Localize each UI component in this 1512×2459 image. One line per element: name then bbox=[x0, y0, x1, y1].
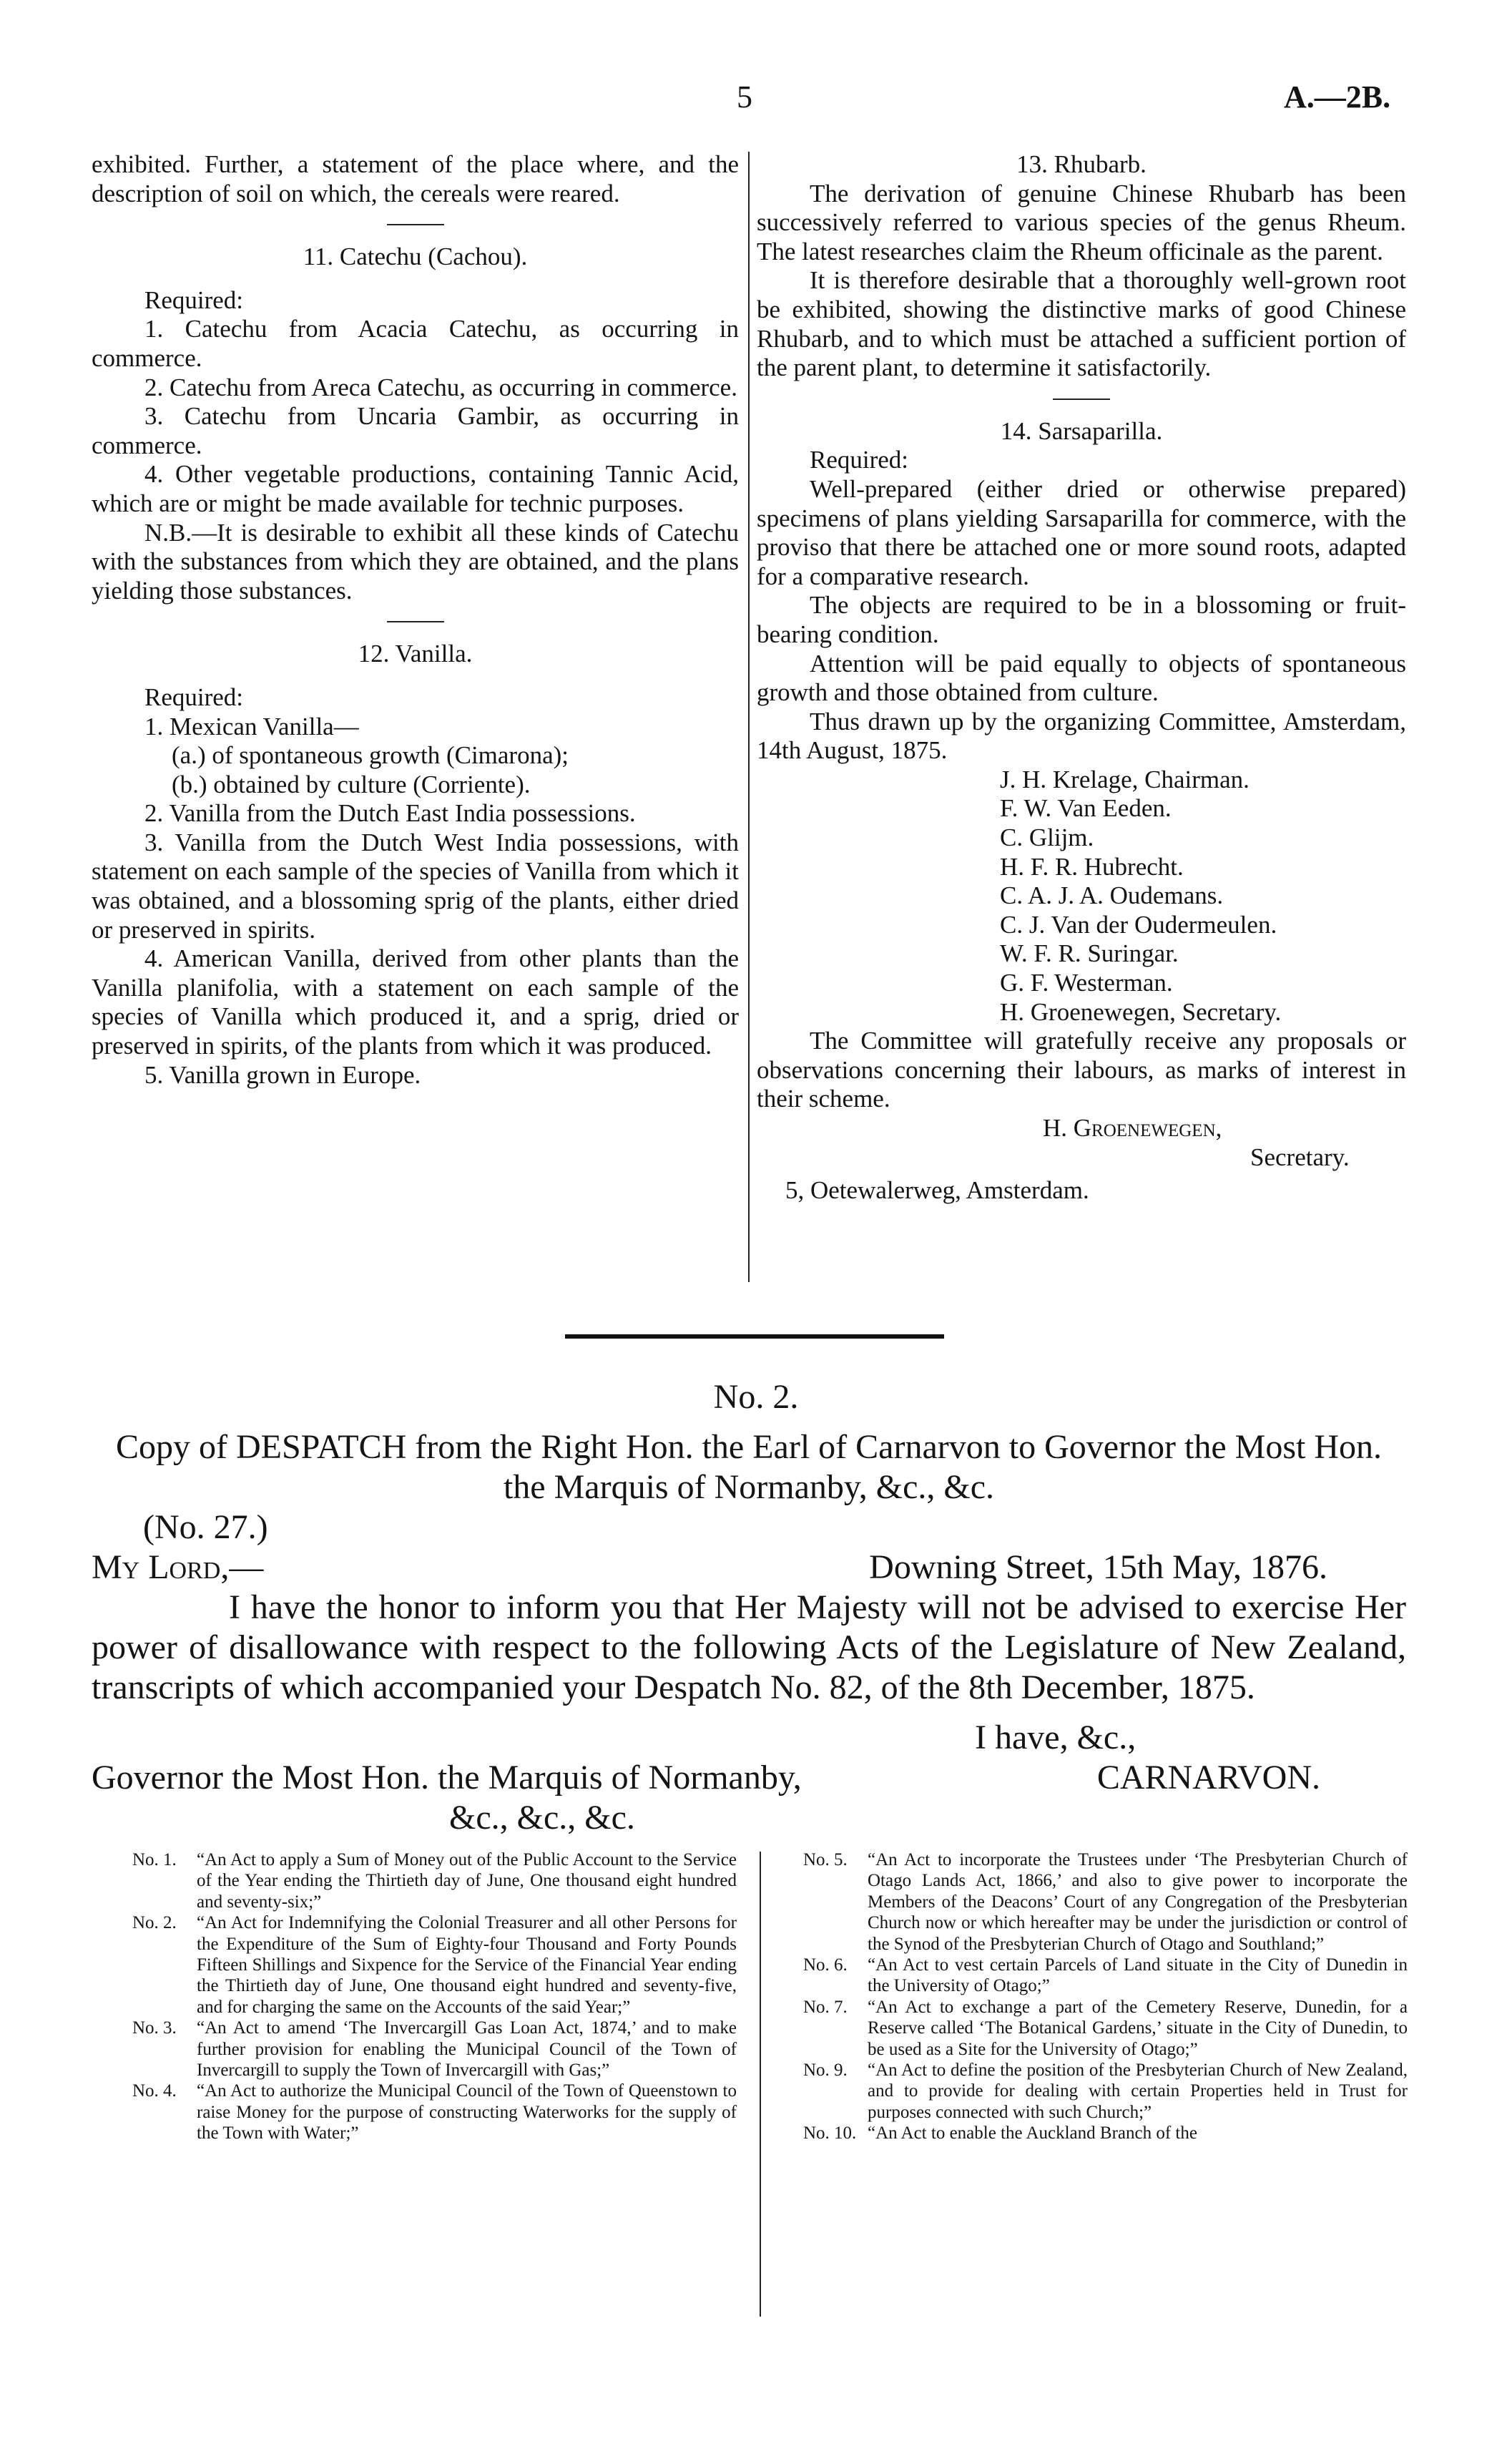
paragraph: Attention will be paid equally to objects of spontaneous growth and those obtained from culture. bbox=[757, 649, 1406, 707]
acts-right-column bbox=[803, 1849, 1408, 2144]
valediction: I have, &c., bbox=[975, 1719, 1137, 1756]
act-item: No. 3. “An Act to amend ‘The Invercargill Gas Loan Act, 1874,’ and to make further provision for enabling the Municipal Council of the Town of Invercargill to supply the Town of Invercargill with Gas;” bbox=[132, 2018, 737, 2081]
divider bbox=[1053, 399, 1110, 400]
list-item: 2. Vanilla from the Dutch East India possessions. bbox=[144, 799, 636, 828]
signature: CARNARVON. bbox=[1096, 1759, 1320, 1796]
list-item: 5. Vanilla grown in Europe. bbox=[144, 1060, 421, 1089]
paragraph: Thus drawn up by the organizing Committee, Amsterdam, 14th August, 1875. bbox=[757, 707, 1406, 765]
address: 5, Oetewalerweg, Amsterdam. bbox=[785, 1176, 1089, 1205]
despatch bbox=[92, 1427, 1406, 1838]
section-title: 11. Catechu (Cachou). bbox=[303, 243, 528, 271]
divider bbox=[387, 621, 444, 622]
note: N.B.—It is desirable to exhibit all these kinds of Catechu with the substances from which they are obtained, and the plans yielding those substances. bbox=[92, 518, 739, 605]
document-reference: A.—2B. bbox=[1284, 79, 1391, 114]
act-item: No. 9. “An Act to define the position of the Presbyterian Church of New Zealand, and to provide for dealing with certain Properties held in Trust for purposes connected with such Church;” bbox=[803, 2060, 1408, 2122]
paragraph: Well-prepared (either dried or otherwise prepared) specimens of plans yielding Sarsaparilla for commerce, with the proviso that there be attached one or more sound roots, adapted for a comparative research. bbox=[757, 474, 1406, 590]
list-item: 1. Mexican Vanilla— bbox=[144, 712, 359, 740]
signatory: C. A. J. A. Oudemans. bbox=[1000, 881, 1224, 910]
paragraph: The Committee will gratefully receive any proposals or observations concerning their labours, as marks of interest in their scheme. bbox=[757, 1027, 1406, 1113]
signatory: F. W. Van Eeden. bbox=[1000, 794, 1172, 823]
required-label: Required: bbox=[144, 285, 244, 314]
section-title: 13. Rhubarb. bbox=[1016, 150, 1147, 178]
column-divider bbox=[760, 1852, 761, 2317]
signatory: H. F. R. Hubrecht. bbox=[1000, 852, 1184, 881]
list-item: 3. Vanilla from the Dutch West India possessions, with statement on each sample of the species of Vanilla from which it was obtained, and a blossoming sprig of the plants, either dried or preserved in spirits. bbox=[92, 828, 739, 944]
salutation: My Lord,— bbox=[92, 1548, 264, 1586]
despatch-ref: (No. 27.) bbox=[143, 1508, 268, 1546]
signature-title: Secretary. bbox=[1250, 1143, 1350, 1171]
act-item: No. 2. “An Act for Indemnifying the Colonial Treasurer and all other Persons for the Expenditure of the Sum of Eighty-four Thousand and Forty Pounds Fifteen Shillings and Sixpence for the Service of the Financial Year ending the Thirtieth day of June, One thousand eight hundred and seventy-five, and for charging the same on the Accounts of the said Year;” bbox=[132, 1913, 737, 2017]
act-item: No. 1. “An Act to apply a Sum of Money out of the Public Account to the Service of the Year ending the Thirtieth day of June, One thousand eight hundred and seventy-six;” bbox=[132, 1850, 737, 1912]
column-divider bbox=[748, 152, 750, 1282]
act-item: No. 10. “An Act to enable the Auckland Branch of the bbox=[803, 2123, 1197, 2143]
right-column bbox=[757, 150, 1406, 1206]
list-subitem: (a.) of spontaneous growth (Cimarona); bbox=[172, 741, 569, 770]
list-subitem: (b.) obtained by culture (Corriente). bbox=[172, 770, 531, 798]
addressee-etc: &c., &c., &c. bbox=[449, 1799, 635, 1837]
signatory: J. H. Krelage, Chairman. bbox=[1000, 765, 1250, 793]
list-item: 2. Catechu from Areca Catechu, as occurring in commerce. bbox=[144, 373, 737, 401]
signatory: W. F. R. Suringar. bbox=[1000, 939, 1179, 968]
signatory: C. J. Van der Oudermeulen. bbox=[1000, 910, 1277, 939]
divider bbox=[387, 224, 444, 225]
signature-name: H. Groenewegen, bbox=[1043, 1114, 1222, 1142]
despatch-number: No. 2. bbox=[713, 1378, 799, 1416]
paragraph: exhibited. Further, a statement of the place where, and the description of soil on which, the cereals were reared. bbox=[92, 150, 739, 207]
section-rule bbox=[565, 1334, 944, 1339]
paragraph: The objects are required to be in a blossoming or fruit-bearing condition. bbox=[757, 591, 1406, 648]
signatory: H. Groenewegen, Secretary. bbox=[1000, 997, 1282, 1026]
required-label: Required: bbox=[144, 683, 244, 711]
left-column bbox=[92, 150, 739, 1090]
act-item: No. 5. “An Act to incorporate the Trustees under ‘The Presbyterian Church of Otago Lands Act, 1866,’ and also to give power to incorporate the Members of the Deacons’ Court of any Congregation of the Presbyterian Church now or which hereafter may be under the jurisdiction or control of the Synod of the Presbyterian Church of Otago and Southland;” bbox=[803, 1850, 1408, 1954]
page-number: 5 bbox=[737, 79, 752, 114]
act-item: No. 4. “An Act to authorize the Municipal Council of the Town of Queenstown to raise Money for the purpose of constructing Waterworks for the supply of the Town with Water;” bbox=[132, 2081, 737, 2143]
place-date: Downing Street, 15th May, 1876. bbox=[869, 1548, 1327, 1586]
act-item: No. 7. “An Act to exchange a part of the Cemetery Reserve, Dunedin, for a Reserve called ‘The Botanical Gardens,’ situate in the City of Dunedin, to be used as a Site for the University of Otago;” bbox=[803, 1997, 1408, 2059]
required-label: Required: bbox=[810, 446, 909, 474]
list-item: 4. Other vegetable productions, containing Tannic Acid, which are or might be made available for technic purposes. bbox=[92, 460, 739, 517]
section-title: 14. Sarsaparilla. bbox=[1000, 416, 1163, 445]
paragraph: It is therefore desirable that a thoroughly well-grown root be exhibited, showing the distinctive marks of good Chinese Rhubarb, and to which must be attached a sufficient portion of the parent plant, to determine it satisfactorily. bbox=[757, 266, 1406, 382]
paragraph: The derivation of genuine Chinese Rhubarb has been successively referred to various species of the genus Rheum. The latest researches claim the Rheum officinale as the parent. bbox=[757, 179, 1406, 265]
act-item: No. 6. “An Act to vest certain Parcels of Land situate in the City of Dunedin in the University of Otago;” bbox=[803, 1955, 1408, 1996]
despatch-title: Copy of DESPATCH from the Right Hon. the Earl of Carnarvon to Governor the Most Hon. the Marquis of Normanby, &c., &c. bbox=[115, 1428, 1383, 1506]
signatory: G. F. Westerman. bbox=[1000, 969, 1173, 997]
acts-left-column bbox=[132, 1849, 737, 2144]
section-title: 12. Vanilla. bbox=[358, 640, 473, 668]
list-item: 4. American Vanilla, derived from other plants than the Vanilla planifolia, with a statement on each sample of the species of Vanilla which produced it, and a sprig, dried or preserved in spirits, of the plants from which it was produced. bbox=[92, 944, 739, 1060]
signatory: C. Glijm. bbox=[1000, 823, 1094, 852]
list-item: 3. Catechu from Uncaria Gambir, as occurring in commerce. bbox=[92, 402, 739, 459]
despatch-body: I have the honor to inform you that Her Majesty will not be advised to exercise Her power of disallowance with respect to the following Acts of the Legislature of New Zealand, transcripts of which accompanied your Despatch No. 82, of the 8th December, 1875. bbox=[92, 1588, 1406, 1706]
addressee: Governor the Most Hon. the Marquis of Normanby, bbox=[92, 1759, 802, 1796]
list-item: 1. Catechu from Acacia Catechu, as occurring in commerce. bbox=[92, 315, 739, 372]
